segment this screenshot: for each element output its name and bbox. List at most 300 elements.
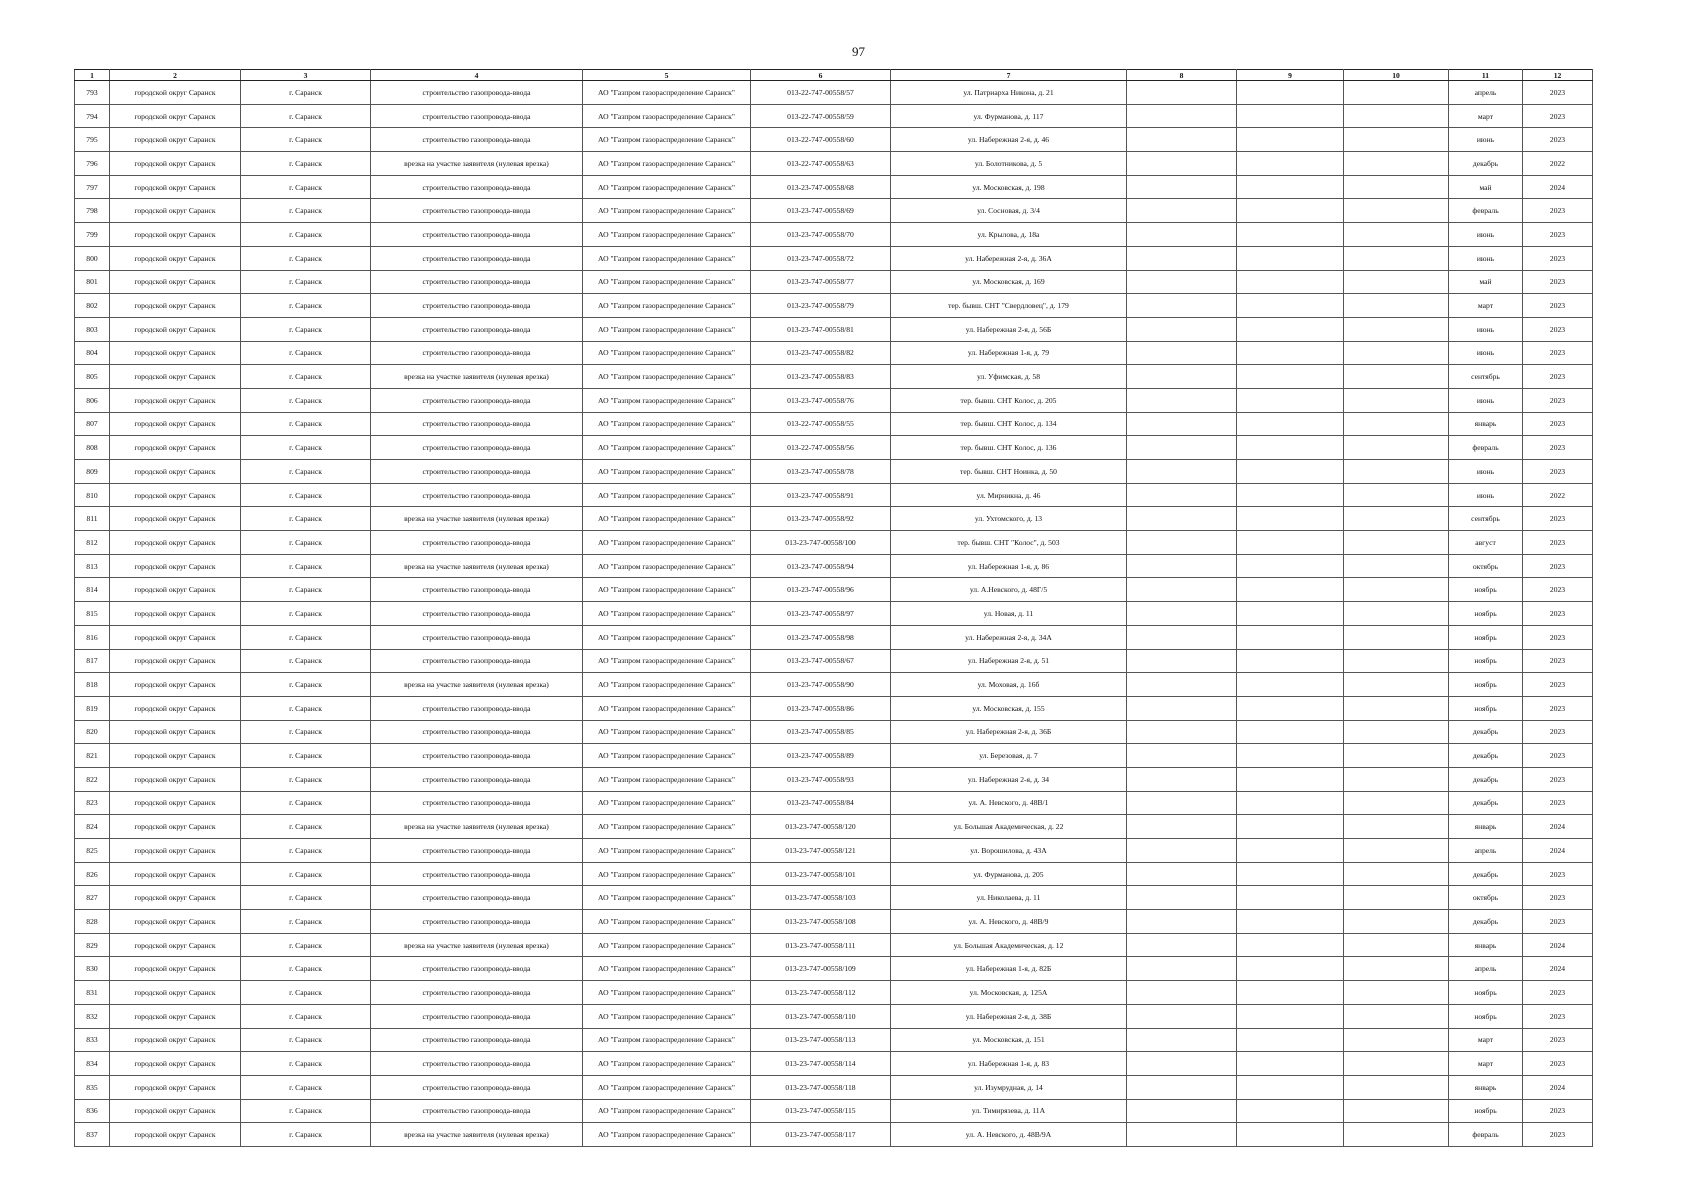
col-10-cell [1344, 933, 1449, 957]
year-cell: 2023 [1523, 317, 1593, 341]
contract-number-cell: 013-23-747-00558/100 [751, 531, 891, 555]
organization-cell: АО "Газпром газораспределение Саранск" [583, 602, 751, 626]
col-9-cell [1237, 578, 1344, 602]
municipality-cell: городской округ Саранск [110, 270, 241, 294]
year-cell: 2023 [1523, 436, 1593, 460]
organization-cell: АО "Газпром газораспределение Саранск" [583, 246, 751, 270]
work-type-cell: строительство газопровода-ввода [371, 175, 583, 199]
table-row [75, 981, 1593, 1005]
address-cell: ул. Набережная 1-я, д. 79 [891, 341, 1127, 365]
row-number-cell: 835 [75, 1075, 110, 1099]
settlement-cell: г. Саранск [241, 199, 371, 223]
col-8-cell [1127, 223, 1237, 247]
contract-number-cell: 013-23-747-00558/91 [751, 483, 891, 507]
municipality-cell: городской округ Саранск [110, 673, 241, 697]
year-cell: 2023 [1523, 1099, 1593, 1123]
year-cell: 2023 [1523, 578, 1593, 602]
col-9-cell [1237, 957, 1344, 981]
work-type-cell: строительство газопровода-ввода [371, 839, 583, 863]
col-10-cell [1344, 886, 1449, 910]
settlement-cell: г. Саранск [241, 886, 371, 910]
col-10-cell [1344, 720, 1449, 744]
col-10-cell [1344, 1099, 1449, 1123]
municipality-cell: городской округ Саранск [110, 152, 241, 176]
table-row [75, 886, 1593, 910]
col-8-cell [1127, 1099, 1237, 1123]
work-type-cell: строительство газопровода-ввода [371, 223, 583, 247]
month-cell: декабрь [1449, 767, 1523, 791]
settlement-cell: г. Саранск [241, 365, 371, 389]
work-type-cell: строительство газопровода-ввода [371, 981, 583, 1005]
table-row [75, 862, 1593, 886]
col-9-cell [1237, 388, 1344, 412]
row-number-cell: 829 [75, 933, 110, 957]
address-cell: ул. Большая Академическая, д. 22 [891, 815, 1127, 839]
work-type-cell: строительство газопровода-ввода [371, 128, 583, 152]
municipality-cell: городской округ Саранск [110, 1123, 241, 1147]
year-cell: 2023 [1523, 673, 1593, 697]
settlement-cell: г. Саранск [241, 1028, 371, 1052]
month-cell: июнь [1449, 388, 1523, 412]
column-header: 10 [1344, 70, 1449, 81]
col-9-cell [1237, 1028, 1344, 1052]
work-type-cell: врезка на участке заявителя (нулевая врезка) [371, 815, 583, 839]
municipality-cell: городской округ Саранск [110, 436, 241, 460]
work-type-cell: строительство газопровода-ввода [371, 531, 583, 555]
row-number-cell: 810 [75, 483, 110, 507]
year-cell: 2023 [1523, 1004, 1593, 1028]
settlement-cell: г. Саранск [241, 933, 371, 957]
row-number-cell: 821 [75, 744, 110, 768]
month-cell: январь [1449, 815, 1523, 839]
month-cell: июнь [1449, 128, 1523, 152]
col-10-cell [1344, 578, 1449, 602]
col-10-cell [1344, 744, 1449, 768]
table-row [75, 744, 1593, 768]
work-type-cell: строительство газопровода-ввода [371, 720, 583, 744]
col-10-cell [1344, 957, 1449, 981]
work-type-cell: строительство газопровода-ввода [371, 862, 583, 886]
col-8-cell [1127, 1028, 1237, 1052]
row-number-cell: 804 [75, 341, 110, 365]
col-9-cell [1237, 199, 1344, 223]
year-cell: 2023 [1523, 223, 1593, 247]
col-10-cell [1344, 152, 1449, 176]
work-type-cell: врезка на участке заявителя (нулевая врезка) [371, 673, 583, 697]
col-8-cell [1127, 839, 1237, 863]
month-cell: апрель [1449, 81, 1523, 105]
row-number-cell: 803 [75, 317, 110, 341]
address-cell: ул. Фурманова, д. 205 [891, 862, 1127, 886]
table-row [75, 341, 1593, 365]
municipality-cell: городской округ Саранск [110, 744, 241, 768]
year-cell: 2023 [1523, 341, 1593, 365]
col-9-cell [1237, 696, 1344, 720]
municipality-cell: городской округ Саранск [110, 815, 241, 839]
organization-cell: АО "Газпром газораспределение Саранск" [583, 767, 751, 791]
col-9-cell [1237, 910, 1344, 934]
table-row [75, 957, 1593, 981]
col-8-cell [1127, 602, 1237, 626]
col-8-cell [1127, 720, 1237, 744]
col-10-cell [1344, 531, 1449, 555]
table-row [75, 673, 1593, 697]
organization-cell: АО "Газпром газораспределение Саранск" [583, 862, 751, 886]
municipality-cell: городской округ Саранск [110, 625, 241, 649]
col-8-cell [1127, 436, 1237, 460]
col-9-cell [1237, 554, 1344, 578]
organization-cell: АО "Газпром газораспределение Саранск" [583, 531, 751, 555]
month-cell: январь [1449, 933, 1523, 957]
month-cell: декабрь [1449, 910, 1523, 934]
column-header: 3 [241, 70, 371, 81]
settlement-cell: г. Саранск [241, 246, 371, 270]
month-cell: январь [1449, 1075, 1523, 1099]
table-body [75, 81, 1593, 1147]
settlement-cell: г. Саранск [241, 1123, 371, 1147]
month-cell: апрель [1449, 957, 1523, 981]
col-10-cell [1344, 175, 1449, 199]
work-type-cell: врезка на участке заявителя (нулевая врезка) [371, 1123, 583, 1147]
row-number-cell: 830 [75, 957, 110, 981]
month-cell: декабрь [1449, 720, 1523, 744]
column-header: 9 [1237, 70, 1344, 81]
year-cell: 2024 [1523, 175, 1593, 199]
table-row [75, 720, 1593, 744]
col-10-cell [1344, 365, 1449, 389]
work-type-cell: строительство газопровода-ввода [371, 436, 583, 460]
work-type-cell: строительство газопровода-ввода [371, 1052, 583, 1076]
col-10-cell [1344, 341, 1449, 365]
contract-number-cell: 013-23-747-00558/94 [751, 554, 891, 578]
month-cell: январь [1449, 412, 1523, 436]
col-10-cell [1344, 1052, 1449, 1076]
address-cell: ул. Набережная 2-я, д. 38Б [891, 1004, 1127, 1028]
work-type-cell: строительство газопровода-ввода [371, 910, 583, 934]
municipality-cell: городской округ Саранск [110, 81, 241, 105]
organization-cell: АО "Газпром газораспределение Саранск" [583, 910, 751, 934]
col-8-cell [1127, 981, 1237, 1005]
col-9-cell [1237, 1075, 1344, 1099]
organization-cell: АО "Газпром газораспределение Саранск" [583, 649, 751, 673]
address-cell: ул. Набережная 2-я, д. 46 [891, 128, 1127, 152]
contract-number-cell: 013-22-747-00558/56 [751, 436, 891, 460]
col-8-cell [1127, 341, 1237, 365]
col-10-cell [1344, 554, 1449, 578]
table-row [75, 294, 1593, 318]
address-cell: ул. А. Невского, д. 48В/1 [891, 791, 1127, 815]
column-header: 4 [371, 70, 583, 81]
row-number-cell: 828 [75, 910, 110, 934]
row-number-cell: 807 [75, 412, 110, 436]
table-row [75, 933, 1593, 957]
year-cell: 2022 [1523, 483, 1593, 507]
col-9-cell [1237, 720, 1344, 744]
month-cell: декабрь [1449, 862, 1523, 886]
municipality-cell: городской округ Саранск [110, 199, 241, 223]
address-cell: ул. А.Невского, д. 48Г/5 [891, 578, 1127, 602]
row-number-cell: 795 [75, 128, 110, 152]
col-8-cell [1127, 649, 1237, 673]
col-8-cell [1127, 460, 1237, 484]
settlement-cell: г. Саранск [241, 294, 371, 318]
work-type-cell: строительство газопровода-ввода [371, 246, 583, 270]
organization-cell: АО "Газпром газораспределение Саранск" [583, 412, 751, 436]
col-10-cell [1344, 81, 1449, 105]
col-8-cell [1127, 483, 1237, 507]
col-8-cell [1127, 294, 1237, 318]
table-row [75, 246, 1593, 270]
row-number-cell: 825 [75, 839, 110, 863]
year-cell: 2023 [1523, 744, 1593, 768]
col-9-cell [1237, 483, 1344, 507]
month-cell: февраль [1449, 1123, 1523, 1147]
address-cell: тер. бывш. СНТ "Колос", д. 503 [891, 531, 1127, 555]
address-cell: ул. А. Невского, д. 48В/9 [891, 910, 1127, 934]
settlement-cell: г. Саранск [241, 957, 371, 981]
address-cell: тер. бывш. СНТ "Свердловец", д. 179 [891, 294, 1127, 318]
municipality-cell: городской округ Саранск [110, 483, 241, 507]
row-number-cell: 834 [75, 1052, 110, 1076]
contract-number-cell: 013-22-747-00558/55 [751, 412, 891, 436]
settlement-cell: г. Саранск [241, 81, 371, 105]
table-row [75, 412, 1593, 436]
settlement-cell: г. Саранск [241, 104, 371, 128]
month-cell: август [1449, 531, 1523, 555]
contract-number-cell: 013-23-747-00558/110 [751, 1004, 891, 1028]
col-8-cell [1127, 246, 1237, 270]
col-9-cell [1237, 1099, 1344, 1123]
month-cell: март [1449, 294, 1523, 318]
settlement-cell: г. Саранск [241, 460, 371, 484]
address-cell: ул. Новая, д. 11 [891, 602, 1127, 626]
table-row [75, 1075, 1593, 1099]
address-cell: ул. Фурманова, д. 117 [891, 104, 1127, 128]
contract-number-cell: 013-23-747-00558/97 [751, 602, 891, 626]
settlement-cell: г. Саранск [241, 862, 371, 886]
row-number-cell: 823 [75, 791, 110, 815]
work-type-cell: строительство газопровода-ввода [371, 294, 583, 318]
row-number-cell: 802 [75, 294, 110, 318]
work-type-cell: врезка на участке заявителя (нулевая врезка) [371, 152, 583, 176]
year-cell: 2023 [1523, 791, 1593, 815]
col-9-cell [1237, 341, 1344, 365]
work-type-cell: строительство газопровода-ввода [371, 649, 583, 673]
col-8-cell [1127, 152, 1237, 176]
settlement-cell: г. Саранск [241, 175, 371, 199]
month-cell: июнь [1449, 223, 1523, 247]
table-row [75, 365, 1593, 389]
col-8-cell [1127, 412, 1237, 436]
row-number-cell: 824 [75, 815, 110, 839]
col-10-cell [1344, 294, 1449, 318]
month-cell: ноябрь [1449, 696, 1523, 720]
col-9-cell [1237, 815, 1344, 839]
contract-number-cell: 013-23-747-00558/121 [751, 839, 891, 863]
contract-number-cell: 013-23-747-00558/69 [751, 199, 891, 223]
settlement-cell: г. Саранск [241, 388, 371, 412]
month-cell: ноябрь [1449, 625, 1523, 649]
row-number-cell: 822 [75, 767, 110, 791]
work-type-cell: строительство газопровода-ввода [371, 957, 583, 981]
table-row [75, 1099, 1593, 1123]
address-cell: ул. Набережная 2-я, д. 36Б [891, 720, 1127, 744]
municipality-cell: городской округ Саранск [110, 981, 241, 1005]
col-8-cell [1127, 1052, 1237, 1076]
col-8-cell [1127, 625, 1237, 649]
address-cell: ул. Набережная 1-я, д. 82Б [891, 957, 1127, 981]
header-row [75, 70, 1593, 81]
table-row [75, 791, 1593, 815]
col-9-cell [1237, 531, 1344, 555]
col-9-cell [1237, 365, 1344, 389]
table-row [75, 649, 1593, 673]
address-cell: ул. Набережная 2-я, д. 34 [891, 767, 1127, 791]
row-number-cell: 817 [75, 649, 110, 673]
col-9-cell [1237, 602, 1344, 626]
month-cell: декабрь [1449, 152, 1523, 176]
year-cell: 2024 [1523, 933, 1593, 957]
contract-number-cell: 013-23-747-00558/85 [751, 720, 891, 744]
municipality-cell: городской округ Саранск [110, 365, 241, 389]
row-number-cell: 805 [75, 365, 110, 389]
work-type-cell: строительство газопровода-ввода [371, 744, 583, 768]
contract-number-cell: 013-23-747-00558/70 [751, 223, 891, 247]
settlement-cell: г. Саранск [241, 673, 371, 697]
municipality-cell: городской округ Саранск [110, 460, 241, 484]
municipality-cell: городской округ Саранск [110, 1004, 241, 1028]
month-cell: ноябрь [1449, 981, 1523, 1005]
municipality-cell: городской округ Саранск [110, 128, 241, 152]
month-cell: декабрь [1449, 791, 1523, 815]
address-cell: ул. Крылова, д. 18а [891, 223, 1127, 247]
year-cell: 2023 [1523, 128, 1593, 152]
month-cell: июнь [1449, 483, 1523, 507]
col-10-cell [1344, 767, 1449, 791]
table-row [75, 223, 1593, 247]
year-cell: 2023 [1523, 460, 1593, 484]
col-8-cell [1127, 531, 1237, 555]
month-cell: ноябрь [1449, 602, 1523, 626]
contract-number-cell: 013-23-747-00558/68 [751, 175, 891, 199]
register-table [74, 69, 1593, 1147]
year-cell: 2023 [1523, 246, 1593, 270]
municipality-cell: городской округ Саранск [110, 696, 241, 720]
row-number-cell: 813 [75, 554, 110, 578]
settlement-cell: г. Саранск [241, 744, 371, 768]
col-10-cell [1344, 625, 1449, 649]
organization-cell: АО "Газпром газораспределение Саранск" [583, 1099, 751, 1123]
col-10-cell [1344, 839, 1449, 863]
municipality-cell: городской округ Саранск [110, 175, 241, 199]
address-cell: ул. Тимирязева, д. 11А [891, 1099, 1127, 1123]
organization-cell: АО "Газпром газораспределение Саранск" [583, 1075, 751, 1099]
table-row [75, 199, 1593, 223]
work-type-cell: строительство газопровода-ввода [371, 104, 583, 128]
municipality-cell: городской округ Саранск [110, 554, 241, 578]
municipality-cell: городской округ Саранск [110, 317, 241, 341]
col-9-cell [1237, 270, 1344, 294]
address-cell: ул. Уфимская, д. 58 [891, 365, 1127, 389]
contract-number-cell: 013-23-747-00558/67 [751, 649, 891, 673]
col-10-cell [1344, 649, 1449, 673]
municipality-cell: городской округ Саранск [110, 1099, 241, 1123]
organization-cell: АО "Газпром газораспределение Саранск" [583, 673, 751, 697]
month-cell: июнь [1449, 341, 1523, 365]
settlement-cell: г. Саранск [241, 270, 371, 294]
address-cell: ул. Болотникова, д. 5 [891, 152, 1127, 176]
settlement-cell: г. Саранск [241, 720, 371, 744]
col-10-cell [1344, 1075, 1449, 1099]
col-8-cell [1127, 957, 1237, 981]
contract-number-cell: 013-23-747-00558/89 [751, 744, 891, 768]
row-number-cell: 827 [75, 886, 110, 910]
col-9-cell [1237, 744, 1344, 768]
organization-cell: АО "Газпром газораспределение Саранск" [583, 720, 751, 744]
organization-cell: АО "Газпром газораспределение Саранск" [583, 294, 751, 318]
table-row [75, 1004, 1593, 1028]
table-row [75, 625, 1593, 649]
work-type-cell: строительство газопровода-ввода [371, 791, 583, 815]
col-10-cell [1344, 1004, 1449, 1028]
row-number-cell: 799 [75, 223, 110, 247]
table-row [75, 531, 1593, 555]
year-cell: 2023 [1523, 199, 1593, 223]
month-cell: март [1449, 1028, 1523, 1052]
settlement-cell: г. Саранск [241, 1099, 371, 1123]
col-10-cell [1344, 815, 1449, 839]
address-cell: ул. Ворошилова, д. 43А [891, 839, 1127, 863]
col-9-cell [1237, 767, 1344, 791]
municipality-cell: городской округ Саранск [110, 886, 241, 910]
year-cell: 2023 [1523, 104, 1593, 128]
row-number-cell: 826 [75, 862, 110, 886]
row-number-cell: 812 [75, 531, 110, 555]
year-cell: 2023 [1523, 910, 1593, 934]
work-type-cell: строительство газопровода-ввода [371, 578, 583, 602]
col-9-cell [1237, 933, 1344, 957]
organization-cell: АО "Газпром газораспределение Саранск" [583, 341, 751, 365]
organization-cell: АО "Газпром газораспределение Саранск" [583, 388, 751, 412]
municipality-cell: городской округ Саранск [110, 910, 241, 934]
table-row [75, 317, 1593, 341]
col-9-cell [1237, 625, 1344, 649]
table-row [75, 1028, 1593, 1052]
municipality-cell: городской округ Саранск [110, 104, 241, 128]
month-cell: февраль [1449, 199, 1523, 223]
address-cell: ул. Набережная 2-я, д. 56Б [891, 317, 1127, 341]
work-type-cell: строительство газопровода-ввода [371, 1075, 583, 1099]
year-cell: 2024 [1523, 1075, 1593, 1099]
table-row [75, 767, 1593, 791]
settlement-cell: г. Саранск [241, 767, 371, 791]
year-cell: 2023 [1523, 412, 1593, 436]
col-10-cell [1344, 1123, 1449, 1147]
contract-number-cell: 013-23-747-00558/114 [751, 1052, 891, 1076]
column-header: 7 [891, 70, 1127, 81]
municipality-cell: городской округ Саранск [110, 388, 241, 412]
contract-number-cell: 013-23-747-00558/90 [751, 673, 891, 697]
contract-number-cell: 013-23-747-00558/79 [751, 294, 891, 318]
row-number-cell: 815 [75, 602, 110, 626]
col-8-cell [1127, 862, 1237, 886]
row-number-cell: 837 [75, 1123, 110, 1147]
month-cell: февраль [1449, 436, 1523, 460]
col-10-cell [1344, 791, 1449, 815]
address-cell: ул. Московская, д. 151 [891, 1028, 1127, 1052]
col-9-cell [1237, 317, 1344, 341]
table-header [75, 70, 1593, 81]
